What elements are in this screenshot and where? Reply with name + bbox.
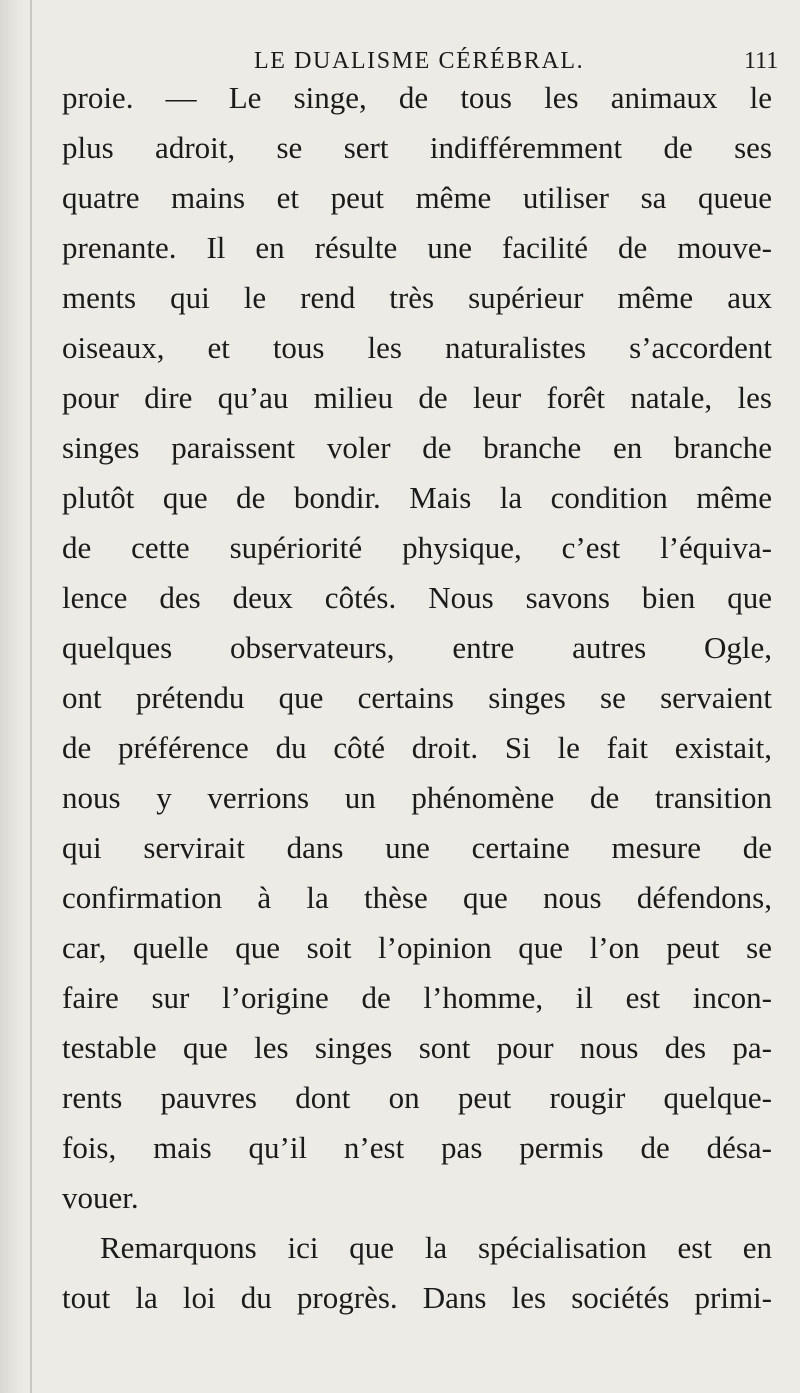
text-line: vouer. bbox=[62, 1180, 139, 1215]
text-line: proie. — Le singe, de tous les animaux le bbox=[62, 80, 772, 115]
page-gutter-line bbox=[30, 0, 32, 1393]
page-binding-edge bbox=[0, 0, 26, 1393]
text-line: plutôt que de bondir. Mais la condition même bbox=[62, 480, 772, 515]
text-line: car, quelle que soit l’opinion que l’on peut se bbox=[62, 930, 772, 965]
text-line: quatre mains et peut même utiliser sa queue bbox=[62, 180, 772, 215]
text-line: singes paraissent voler de branche en branche bbox=[62, 430, 772, 465]
text-line: pour dire qu’au milieu de leur forêt natale, les bbox=[62, 380, 772, 415]
text-line: confirmation à la thèse que nous défendons, bbox=[62, 880, 772, 915]
text-line: prenante. Il en résulte une facilité de mouve- bbox=[62, 230, 772, 265]
text-line: ments qui le rend très supérieur même aux bbox=[62, 280, 772, 315]
text-line: testable que les singes sont pour nous des pa- bbox=[62, 1030, 772, 1065]
text-line: nous y verrions un phénomène de transition bbox=[62, 780, 772, 815]
text-line: ont prétendu que certains singes se servaient bbox=[62, 680, 772, 715]
text-line: quelques observateurs, entre autres Ogle, bbox=[62, 630, 772, 665]
text-line: oiseaux, et tous les naturalistes s’accordent bbox=[62, 330, 772, 365]
text-line: qui servirait dans une certaine mesure de bbox=[62, 830, 772, 865]
text-line: fois, mais qu’il n’est pas permis de désa- bbox=[62, 1130, 772, 1165]
running-title: LE DUALISME CÉRÉBRAL. bbox=[254, 48, 585, 74]
text-line: de préférence du côté droit. Si le fait existait, bbox=[62, 730, 772, 765]
text-line: de cette supériorité physique, c’est l’équiva- bbox=[62, 530, 772, 565]
text-line: rents pauvres dont on peut rougir quelque- bbox=[62, 1080, 772, 1115]
page-number: 111 bbox=[744, 48, 779, 74]
running-head bbox=[0, 44, 800, 78]
text-line: Remarquons ici que la spécialisation est en bbox=[100, 1230, 772, 1265]
text-line: plus adroit, se sert indifféremment de ses bbox=[62, 130, 772, 165]
text-line: tout la loi du progrès. Dans les sociétés primi- bbox=[62, 1280, 772, 1315]
text-line: lence des deux côtés. Nous savons bien que bbox=[62, 580, 772, 615]
text-line: faire sur l’origine de l’homme, il est incon- bbox=[62, 980, 772, 1015]
